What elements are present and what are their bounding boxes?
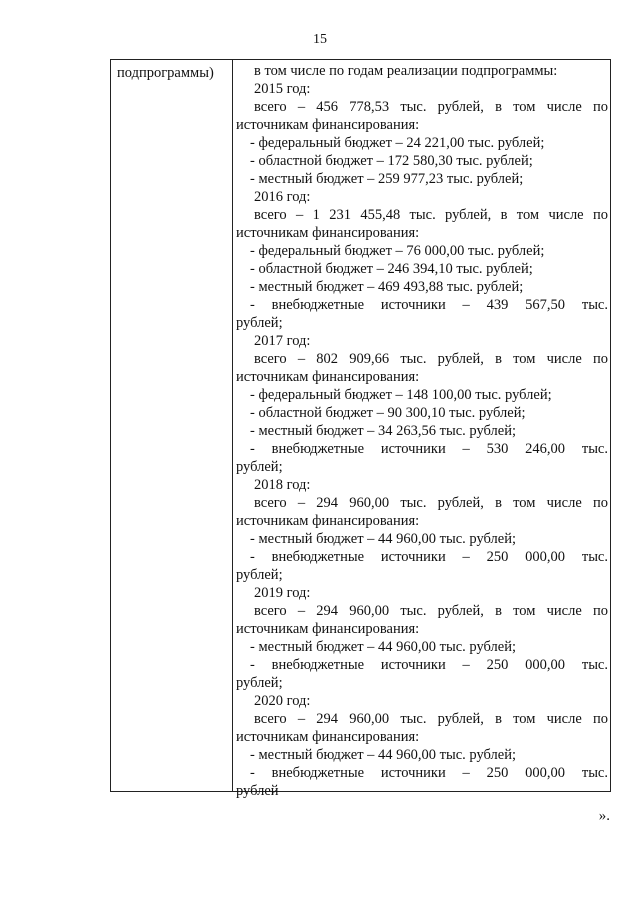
- content-line: источникам финансирования:: [236, 513, 420, 529]
- content-line: 2018 год:: [254, 477, 311, 493]
- content-line: - областной бюджет – 246 394,10 тыс. рублей;: [250, 261, 533, 277]
- content-line: - местный бюджет – 259 977,23 тыс. рублей;: [250, 171, 524, 187]
- content-line: 2017 год:: [254, 333, 311, 349]
- program-table: [110, 59, 611, 799]
- content-line: источникам финансирования:: [236, 117, 420, 133]
- column-divider: [232, 60, 233, 791]
- content-line: - внебюджетные источники – 439 567,50 тыс.: [250, 297, 608, 313]
- content-line: - федеральный бюджет – 148 100,00 тыс. рублей;: [250, 387, 552, 403]
- content-line: рублей;: [236, 567, 283, 583]
- content-line: всего – 294 960,00 тыс. рублей, в том числе по: [254, 711, 608, 727]
- content-line: - внебюджетные источники – 530 246,00 тыс.: [250, 441, 608, 457]
- content-line: рублей: [236, 783, 279, 799]
- content-line: рублей;: [236, 459, 283, 475]
- content-line: - федеральный бюджет – 24 221,00 тыс. рублей;: [250, 135, 545, 151]
- content-line: 2020 год:: [254, 693, 311, 709]
- content-line: источникам финансирования:: [236, 369, 420, 385]
- content-line: - местный бюджет – 44 960,00 тыс. рублей;: [250, 639, 517, 655]
- content-line: - местный бюджет – 44 960,00 тыс. рублей;: [250, 531, 517, 547]
- funding-content: [236, 62, 608, 800]
- content-line: рублей;: [236, 315, 283, 331]
- content-line: 2019 год:: [254, 585, 311, 601]
- content-line: - внебюджетные источники – 250 000,00 тыс.: [250, 549, 608, 565]
- content-line: - внебюджетные источники – 250 000,00 тыс.: [250, 765, 608, 781]
- content-line: - местный бюджет – 44 960,00 тыс. рублей;: [250, 747, 517, 763]
- content-line: в том числе по годам реализации подпрограммы:: [254, 63, 558, 79]
- content-line: - местный бюджет – 34 263,56 тыс. рублей;: [250, 423, 517, 439]
- content-line: - областной бюджет – 90 300,10 тыс. рублей;: [250, 405, 526, 421]
- content-line: источникам финансирования:: [236, 729, 420, 745]
- content-line: всего – 456 778,53 тыс. рублей, в том числе по: [254, 99, 608, 115]
- content-line: рублей;: [236, 675, 283, 691]
- content-line: - внебюджетные источники – 250 000,00 тыс.: [250, 657, 608, 673]
- content-line: - федеральный бюджет – 76 000,00 тыс. рублей;: [250, 243, 545, 259]
- content-line: всего – 1 231 455,48 тыс. рублей, в том числе по: [254, 207, 608, 223]
- left-cell-label: подпрограммы): [117, 65, 214, 81]
- content-line: источникам финансирования:: [236, 621, 420, 637]
- page-number: 15: [313, 32, 327, 47]
- closing-quote: ».: [598, 808, 610, 824]
- content-line: всего – 802 909,66 тыс. рублей, в том числе по: [254, 351, 608, 367]
- content-line: 2015 год:: [254, 81, 311, 97]
- content-line: 2016 год:: [254, 189, 311, 205]
- content-line: всего – 294 960,00 тыс. рублей, в том числе по: [254, 603, 608, 619]
- content-line: - местный бюджет – 469 493,88 тыс. рублей;: [250, 279, 524, 295]
- content-line: всего – 294 960,00 тыс. рублей, в том числе по: [254, 495, 608, 511]
- content-line: источникам финансирования:: [236, 225, 420, 241]
- content-line: - областной бюджет – 172 580,30 тыс. рублей;: [250, 153, 533, 169]
